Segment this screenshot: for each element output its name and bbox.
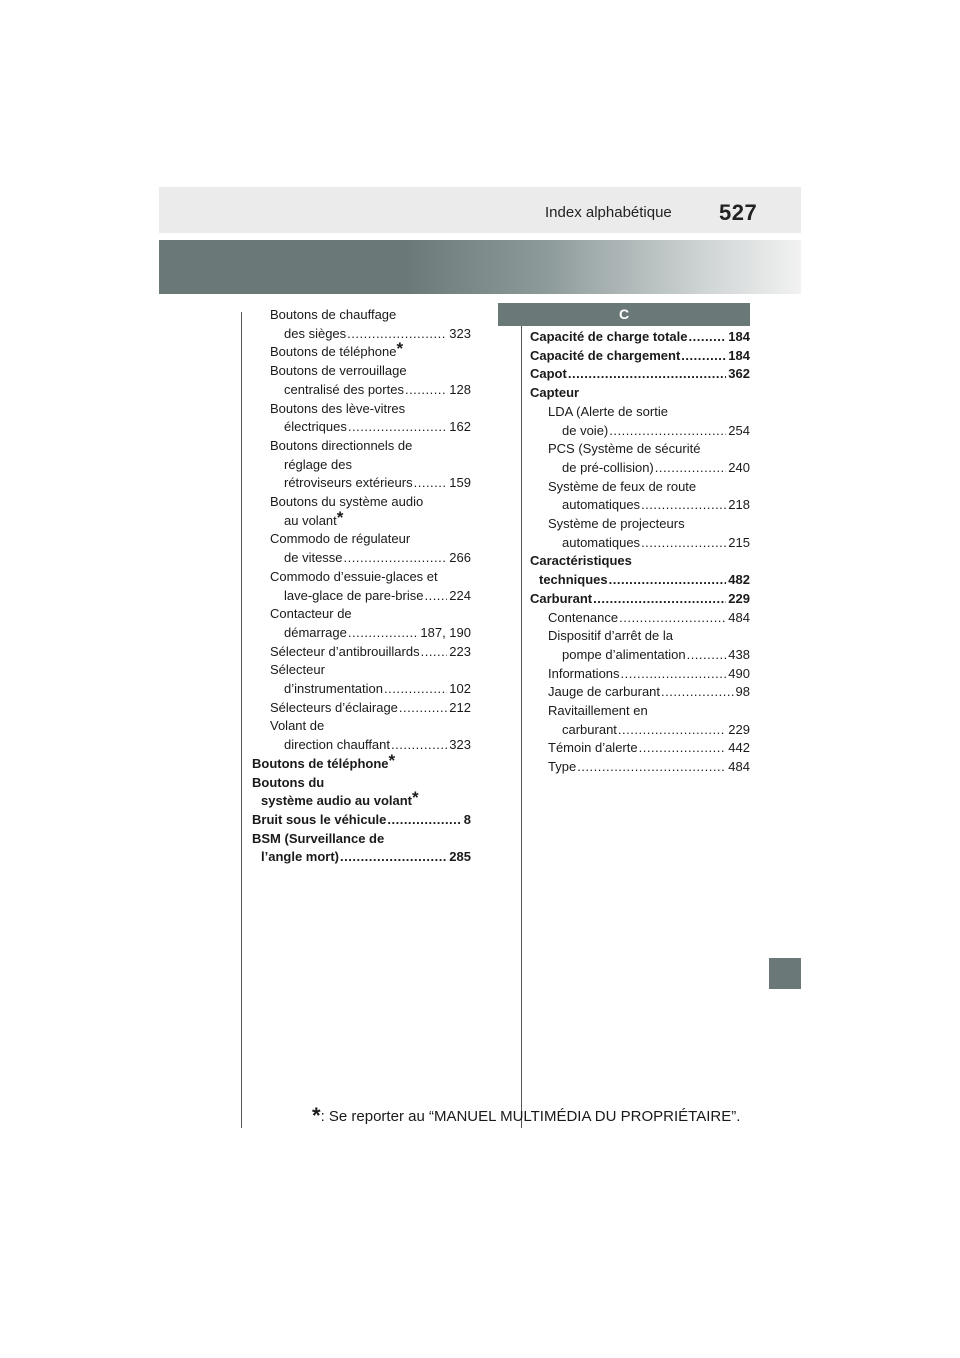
- index-column-right: [530, 328, 750, 777]
- index-entry-text: LDA (Alerte de sortie: [548, 403, 668, 419]
- page-reference[interactable]: 490: [728, 665, 750, 681]
- footnote-marker: *: [412, 788, 419, 808]
- index-entry-text: direction chauffant: [284, 737, 390, 753]
- index-entry-text: Capacité de chargement: [530, 347, 681, 363]
- index-entry-text: Commodo de régulateur: [270, 531, 411, 547]
- footnote-asterisk: *: [312, 1103, 321, 1128]
- page-section-title: Index alphabétique: [545, 204, 672, 221]
- chapter-tab: [769, 958, 801, 989]
- page-reference[interactable]: 223: [449, 643, 471, 659]
- page-reference[interactable]: 362: [728, 366, 750, 382]
- index-entry-text: Capteur: [530, 385, 580, 401]
- page-reference[interactable]: 229: [728, 590, 750, 606]
- index-entry: [530, 758, 750, 777]
- index-entry-text: réglage des: [284, 456, 352, 472]
- index-entry: [530, 590, 750, 609]
- index-entry: [530, 365, 750, 384]
- index-entry-text: Boutons du: [252, 774, 325, 790]
- index-entry: [530, 609, 750, 628]
- index-entry: [252, 643, 471, 662]
- index-entry: [530, 403, 750, 440]
- page-reference[interactable]: 285: [449, 849, 471, 865]
- index-entry: [530, 384, 750, 403]
- index-entry: [252, 568, 471, 605]
- page-reference[interactable]: 438: [728, 646, 750, 662]
- index-entry-text: de voie): [562, 422, 609, 438]
- page-reference[interactable]: 184: [728, 329, 750, 344]
- index-entry-text: des sièges: [284, 325, 347, 341]
- index-entry: [252, 362, 471, 399]
- index-entry-text: Informations: [548, 665, 620, 681]
- dot-leader: [340, 848, 447, 867]
- index-entry-text: l’angle mort): [261, 849, 340, 865]
- index-entry-text: rétroviseurs extérieurs: [284, 475, 413, 491]
- index-entry-text: automatiques: [562, 497, 641, 513]
- index-entry-text: Boutons du système audio: [270, 494, 424, 510]
- index-entry-text: d’instrumentation: [284, 681, 383, 697]
- left-margin-rule: [241, 312, 242, 1128]
- page-reference[interactable]: 224: [449, 587, 471, 603]
- dot-leader: [399, 699, 447, 718]
- index-entry: [252, 306, 471, 343]
- page-reference[interactable]: 212: [449, 699, 471, 715]
- index-entry-text: Ravitaillement en: [548, 703, 648, 719]
- index-entry: [252, 400, 471, 437]
- page-reference[interactable]: 482: [728, 572, 750, 588]
- dot-leader: [384, 680, 447, 699]
- index-entry-text: démarrage: [284, 624, 347, 640]
- index-entry-text: de pré-collision): [562, 459, 654, 475]
- dot-leader: [641, 534, 726, 553]
- index-entry: [252, 530, 471, 567]
- dot-leader: [609, 422, 726, 441]
- page-reference[interactable]: 229: [728, 721, 750, 737]
- index-entry: [252, 605, 471, 642]
- dot-leader: [568, 365, 726, 384]
- footnote-marker: *: [396, 339, 404, 359]
- dot-leader: [689, 328, 727, 347]
- index-entry: [530, 515, 750, 552]
- page-reference[interactable]: 218: [728, 497, 750, 513]
- page-reference[interactable]: 323: [449, 737, 471, 753]
- footnote-marker: *: [388, 750, 396, 770]
- index-column-left: [252, 306, 471, 867]
- index-entry: [530, 665, 750, 684]
- dot-leader: [661, 683, 734, 702]
- page-reference[interactable]: 162: [449, 419, 471, 435]
- footnote-marker: *: [336, 507, 344, 527]
- index-entry-text: Sélecteur d’antibrouillards: [270, 643, 420, 659]
- index-entry: [530, 702, 750, 739]
- page-reference[interactable]: 240: [728, 459, 750, 475]
- dot-leader: [414, 474, 448, 493]
- index-entry-text: Capacité de charge totale: [530, 329, 688, 344]
- index-entry: [530, 627, 750, 664]
- index-entry-text: système audio au volant*: [261, 788, 419, 809]
- index-entry: [530, 683, 750, 702]
- index-entry: [252, 717, 471, 754]
- index-entry-text: automatiques: [562, 534, 641, 550]
- index-entry-text: Système de projecteurs: [548, 516, 685, 532]
- dot-leader: [641, 496, 726, 515]
- page-reference[interactable]: 128: [449, 381, 471, 397]
- dot-leader: [619, 609, 726, 628]
- page-reference[interactable]: 98: [735, 684, 750, 700]
- index-entry-text: Système de feux de route: [548, 478, 697, 494]
- dot-leader: [593, 590, 726, 609]
- index-entry: [252, 661, 471, 698]
- index-entry: [530, 347, 750, 366]
- index-entry: [530, 440, 750, 477]
- section-letter-header: C: [498, 303, 750, 326]
- dot-leader: [681, 347, 726, 366]
- index-entry: [252, 830, 471, 867]
- index-entry: [252, 811, 471, 830]
- index-entry-text: Boutons de verrouillage: [270, 363, 407, 379]
- page-reference[interactable]: 8: [463, 811, 471, 827]
- index-entry: [530, 552, 750, 589]
- index-entry-text: Commodo d’essuie-glaces et: [270, 568, 438, 584]
- page-reference[interactable]: 254: [728, 422, 750, 438]
- dot-leader: [421, 643, 448, 662]
- dot-leader: [621, 665, 727, 684]
- dot-leader: [391, 736, 447, 755]
- index-entry: [530, 328, 750, 347]
- index-entry: [252, 437, 471, 493]
- header-bar: [159, 187, 801, 233]
- index-entry-text: pompe d’alimentation: [562, 646, 686, 662]
- index-entry-text: Témoin d’alerte: [548, 740, 638, 756]
- dot-leader: [424, 587, 447, 606]
- index-entry: [252, 699, 471, 718]
- page-reference[interactable]: 102: [449, 681, 471, 697]
- index-entry-text: Bruit sous le véhicule: [252, 811, 387, 827]
- dot-leader: [344, 549, 448, 568]
- index-entry-text: centralisé des portes: [284, 381, 404, 397]
- page-number: 527: [719, 200, 758, 225]
- decorative-banner: [159, 240, 801, 294]
- dot-leader: [348, 624, 419, 643]
- index-entry-text: Boutons de chauffage: [270, 307, 397, 322]
- index-entry-text: Boutons des lève-vitres: [270, 400, 406, 416]
- index-entry-text: Dispositif d’arrêt de la: [548, 628, 673, 644]
- page-reference[interactable]: 266: [449, 550, 471, 566]
- dot-leader: [348, 418, 447, 437]
- index-entry-text: Boutons de téléphone*: [252, 750, 396, 771]
- index-entry-text: Boutons de téléphone*: [270, 339, 404, 360]
- page-reference[interactable]: 187, 190: [420, 624, 471, 640]
- dot-leader: [609, 571, 727, 590]
- index-entry: [252, 493, 471, 530]
- index-entry-text: Boutons directionnels de: [270, 437, 413, 453]
- page-reference[interactable]: 215: [728, 534, 750, 550]
- index-entry-text: Volant de: [270, 718, 325, 734]
- index-entry: [530, 478, 750, 515]
- page-reference[interactable]: 484: [728, 759, 750, 775]
- index-entry-text: Capot: [530, 366, 567, 382]
- index-entry-text: Jauge de carburant: [548, 684, 661, 700]
- index-entry-text: Carburant: [530, 590, 593, 606]
- index-entry-text: Caractéristiques: [530, 553, 632, 569]
- dot-leader: [618, 721, 726, 740]
- index-entry-text: au volant*: [284, 507, 344, 528]
- index-entry-text: carburant: [562, 721, 617, 737]
- index-entry-text: électriques: [284, 419, 347, 435]
- index-entry-text: BSM (Surveillance de: [252, 830, 385, 846]
- footnote: [312, 1103, 740, 1129]
- index-entry-text: lave-glace de pare-brise: [284, 587, 424, 603]
- column-divider-rule: [521, 312, 522, 1128]
- page-reference[interactable]: 323: [449, 325, 471, 341]
- index-entry-text: Type: [548, 759, 577, 775]
- dot-leader: [387, 811, 461, 830]
- index-entry: [252, 750, 471, 774]
- index-entry-text: Sélecteurs d’éclairage: [270, 699, 398, 715]
- index-entry-text: PCS (Système de sécurité: [548, 441, 701, 457]
- page-reference[interactable]: 159: [449, 475, 471, 491]
- page-reference[interactable]: 184: [728, 347, 750, 363]
- page-reference[interactable]: 484: [728, 609, 750, 625]
- index-entry: [252, 774, 471, 811]
- dot-leader: [687, 646, 727, 665]
- index-entry-text: Contenance: [548, 609, 619, 625]
- index-entry: [252, 339, 471, 362]
- dot-leader: [655, 459, 727, 478]
- index-entry: [530, 739, 750, 758]
- dot-leader: [577, 758, 726, 777]
- dot-leader: [405, 381, 447, 400]
- index-entry-text: techniques: [539, 572, 608, 588]
- index-entry-text: de vitesse: [284, 550, 343, 566]
- index-entry-text: Contacteur de: [270, 606, 352, 622]
- footnote-text: : Se reporter au “MANUEL MULTIMÉDIA DU PROPRIÉTAIRE”.: [320, 1108, 741, 1125]
- dot-leader: [639, 739, 727, 758]
- page-reference[interactable]: 442: [728, 740, 750, 756]
- index-entry-text: Sélecteur: [270, 662, 325, 678]
